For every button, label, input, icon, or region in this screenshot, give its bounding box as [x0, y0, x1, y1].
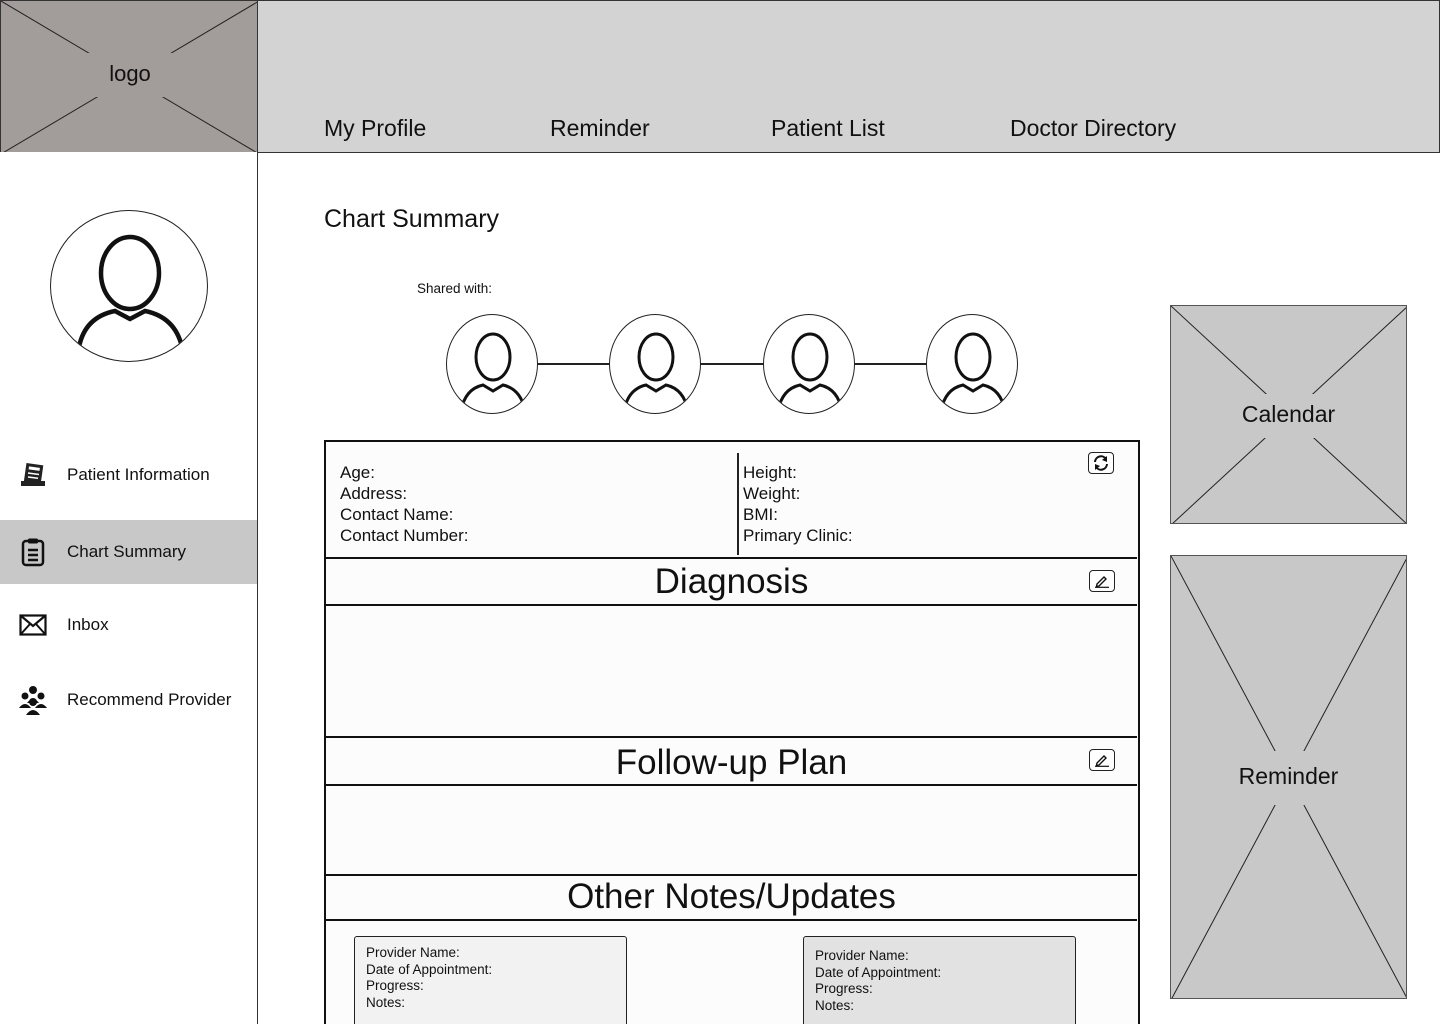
shared-user-avatar[interactable] — [446, 314, 538, 414]
divider — [326, 874, 1137, 876]
progress-label: Progress: — [815, 981, 873, 996]
patient-info-right — [743, 462, 853, 546]
appointment-date-label: Date of Appointment: — [366, 961, 493, 977]
contact-name-label: Contact Name: — [340, 505, 454, 524]
age-label: Age: — [340, 463, 375, 482]
address-label: Address: — [340, 484, 408, 503]
shared-with-label: Shared with: — [417, 281, 493, 296]
diagnosis-heading: Diagnosis — [654, 562, 809, 601]
people-group-icon — [18, 685, 48, 715]
share-connector — [700, 363, 765, 365]
provider-name-label: Provider Name: — [815, 948, 909, 963]
shared-user-avatar[interactable] — [609, 314, 701, 414]
sidebar-item-label: Patient Information — [67, 465, 210, 484]
nav-patient-list[interactable]: Patient List — [771, 115, 885, 141]
pencil-icon — [1094, 574, 1110, 588]
user-silhouette-icon — [447, 315, 538, 414]
appointment-date-label: Date of Appointment: — [815, 964, 942, 980]
refresh-button[interactable] — [1088, 452, 1114, 474]
followup-content[interactable] — [326, 786, 1137, 874]
contact-number-label: Contact Number: — [340, 526, 469, 545]
sidebar — [0, 152, 258, 1024]
profile-avatar[interactable] — [50, 210, 208, 362]
sidebar-item-recommend-provider[interactable] — [0, 668, 257, 732]
share-connector — [854, 363, 928, 365]
info-divider — [737, 453, 739, 555]
calendar-label: Calendar — [1241, 401, 1336, 427]
shared-user-avatar[interactable] — [926, 314, 1018, 414]
notes-label: Notes: — [366, 994, 406, 1010]
logo-text: logo — [109, 61, 151, 86]
reminder-label: Reminder — [1238, 763, 1339, 789]
edit-diagnosis-button[interactable] — [1089, 570, 1115, 592]
sidebar-item-inbox[interactable] — [0, 593, 257, 657]
sidebar-item-chart-summary[interactable] — [0, 520, 257, 584]
share-connector — [537, 363, 611, 365]
sidebar-item-label: Recommend Provider — [67, 690, 232, 709]
nav-doctor-directory[interactable]: Doctor Directory — [1010, 115, 1177, 141]
clipboard-icon — [18, 537, 48, 567]
top-nav-bar — [258, 0, 1440, 153]
provider-note-card[interactable] — [803, 936, 1076, 1024]
divider — [326, 557, 1137, 559]
patient-info-icon — [18, 460, 48, 490]
bmi-label: BMI: — [743, 505, 778, 524]
user-silhouette-icon — [51, 211, 208, 362]
followup-heading: Follow-up Plan — [615, 743, 848, 782]
shared-user-avatar[interactable] — [763, 314, 855, 414]
provider-name-label: Provider Name: — [366, 945, 460, 960]
reminder-widget[interactable] — [1170, 555, 1407, 999]
chart-summary-card — [324, 440, 1140, 1024]
weight-label: Weight: — [743, 484, 801, 503]
calendar-widget[interactable] — [1170, 305, 1407, 524]
pencil-icon — [1094, 753, 1110, 767]
nav-my-profile[interactable]: My Profile — [324, 115, 427, 141]
sidebar-item-label: Inbox — [67, 615, 109, 634]
user-silhouette-icon — [764, 315, 855, 414]
edit-followup-button[interactable] — [1089, 749, 1115, 771]
divider — [326, 736, 1137, 738]
primary-clinic-label: Primary Clinic: — [743, 526, 853, 545]
nav-reminder[interactable]: Reminder — [550, 115, 650, 141]
provider-note-card[interactable] — [354, 936, 627, 1024]
progress-label: Progress: — [366, 978, 424, 993]
sidebar-item-patient-information[interactable] — [0, 443, 257, 507]
page-title: Chart Summary — [324, 205, 500, 233]
diagnosis-content[interactable] — [326, 606, 1137, 736]
notes-label: Notes: — [815, 997, 855, 1013]
sidebar-item-label: Chart Summary — [67, 542, 187, 561]
refresh-icon — [1092, 455, 1110, 471]
divider — [326, 919, 1137, 921]
other-notes-heading: Other Notes/Updates — [567, 877, 896, 916]
envelope-icon — [18, 610, 48, 640]
height-label: Height: — [743, 463, 797, 482]
logo-placeholder[interactable] — [0, 0, 258, 153]
user-silhouette-icon — [927, 315, 1018, 414]
patient-info-left — [340, 462, 469, 546]
user-silhouette-icon — [610, 315, 701, 414]
